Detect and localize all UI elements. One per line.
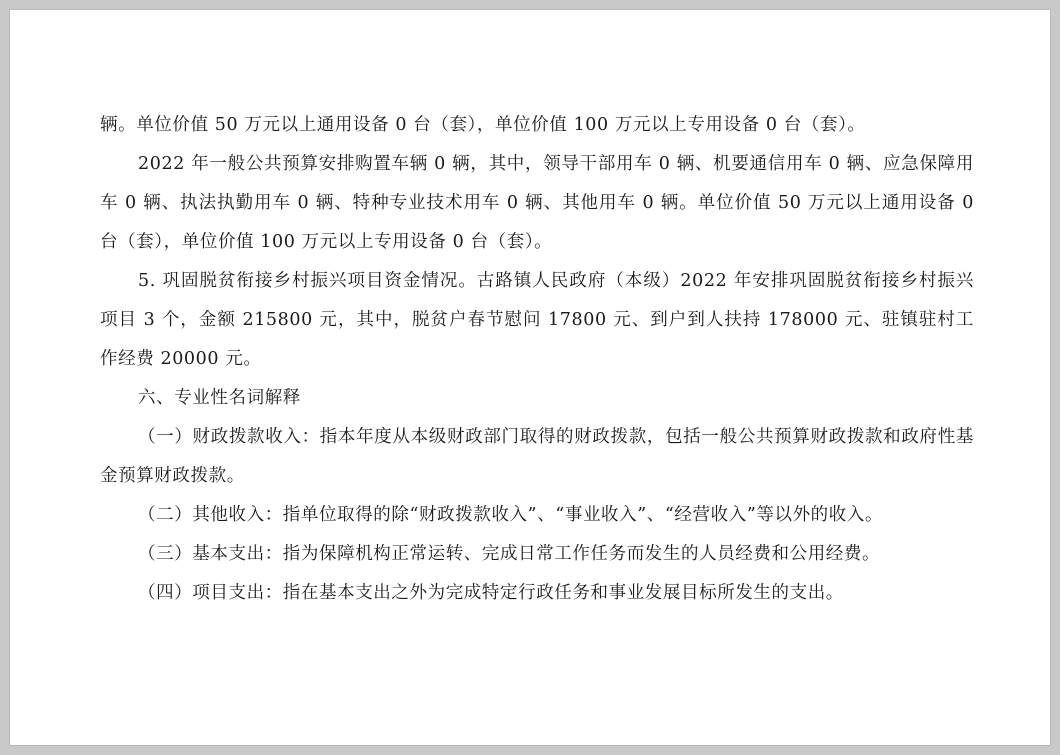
paragraph-equipment-continued: 辆。单位价值 50 万元以上通用设备 0 台（套），单位价值 100 万元以上专用设备 0 台（套）。: [100, 115, 866, 135]
paragraph-rural-revitalization-funds: 5. 巩固脱贫衔接乡村振兴项目资金情况。古路镇人民政府（本级）2022 年安排巩固脱贫衔接乡村振兴项目 3 个，金额 215800 元，其中，脱贫户春节慰问 17800 元、到户到人扶持 178000 元、驻镇驻村工作经费 20000 元。: [100, 271, 974, 369]
section-heading-terms: 六、专业性名词解释: [138, 388, 301, 408]
definition-other-income: （二）其他收入：指单位取得的除“财政拨款收入”、“事业收入”、“经营收入”等以外的收入。: [138, 505, 884, 525]
definition-project-expenditure: （四）项目支出：指在基本支出之外为完成特定行政任务和事业发展目标所发生的支出。: [138, 583, 844, 603]
definition-basic-expenditure: （三）基本支出：指为保障机构正常运转、完成日常工作任务而发生的人员经费和公用经费。: [138, 544, 881, 564]
document-page: [10, 10, 1050, 745]
document-body: [100, 106, 974, 613]
definition-fiscal-appropriation-income: （一）财政拨款收入：指本年度从本级财政部门取得的财政拨款，包括一般公共预算财政拨款和政府性基金预算财政拨款。: [100, 427, 974, 486]
paragraph-vehicle-purchase: 2022 年一般公共预算安排购置车辆 0 辆，其中，领导干部用车 0 辆、机要通信用车 0 辆、应急保障用车 0 辆、执法执勤用车 0 辆、特种专业技术用车 0 辆、其他用车 0 辆。单位价值 50 万元以上通用设备 0 台（套），单位价值 100 万元以上专用设备 0 台（套）。: [100, 154, 974, 252]
